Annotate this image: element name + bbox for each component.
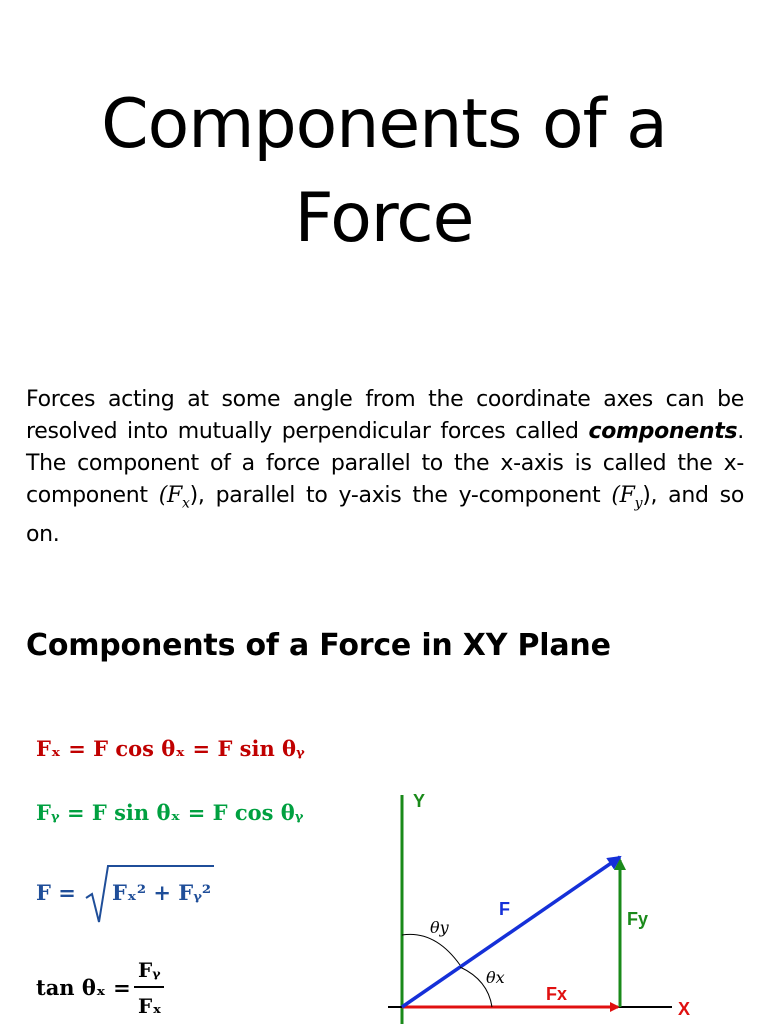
fy-symbol-base: (F xyxy=(611,483,635,508)
fy-label: Fy xyxy=(627,909,649,929)
y-axis-label: Y xyxy=(413,791,426,811)
force-diagram-svg xyxy=(380,785,710,1024)
title-line-1: Components of a xyxy=(101,85,667,164)
equation-fy xyxy=(36,800,304,825)
equation-fx xyxy=(36,736,305,761)
tan-lhs: tan θₓ = xyxy=(36,975,131,1000)
para-text-3: ), parallel to y-axis the y-component xyxy=(189,483,612,508)
equation-magnitude xyxy=(36,860,226,931)
theta-y-arc xyxy=(402,934,460,965)
tan-numerator: Fᵧ xyxy=(138,958,161,982)
magnitude-formula xyxy=(36,860,226,926)
equation-fy-text: Fᵧ = F sin θₓ = F cos θᵧ xyxy=(36,800,304,825)
theta-x-label: θx xyxy=(486,968,505,987)
force-label: F xyxy=(499,899,510,919)
para-text-4: ), and so on. xyxy=(26,483,744,548)
magnitude-lhs: F = xyxy=(36,880,76,905)
tan-denominator: Fₓ xyxy=(138,994,162,1018)
para-text-2: . The component of a force parallel to the x-axis is called the x-component xyxy=(26,419,744,508)
x-axis-label: X xyxy=(678,999,691,1019)
theta-y-label: θy xyxy=(430,918,449,937)
fy-symbol xyxy=(611,483,643,512)
section-heading: Components of a Force in XY Plane xyxy=(26,628,611,663)
force-diagram xyxy=(380,785,710,1028)
tan-formula xyxy=(36,955,186,1019)
para-emphasis: components xyxy=(588,419,738,444)
fy-symbol-sub: y xyxy=(634,495,643,512)
para-text-1: Forces acting at some angle from the coordinate axes can be resolved into mutually perpendicular forces called xyxy=(26,387,744,444)
title-line-2: Force xyxy=(294,179,474,258)
fx-symbol-base: (F xyxy=(158,483,183,508)
page-title xyxy=(0,78,768,266)
magnitude-rhs: Fₓ² + Fᵧ² xyxy=(112,880,212,905)
equation-tan xyxy=(36,955,186,1024)
fx-symbol-sub: x xyxy=(182,495,190,512)
fx-label: Fx xyxy=(546,984,568,1004)
equation-fx-text: Fₓ = F cos θₓ = F sin θᵧ xyxy=(36,736,305,761)
intro-paragraph xyxy=(26,384,744,551)
fx-symbol xyxy=(158,483,190,512)
